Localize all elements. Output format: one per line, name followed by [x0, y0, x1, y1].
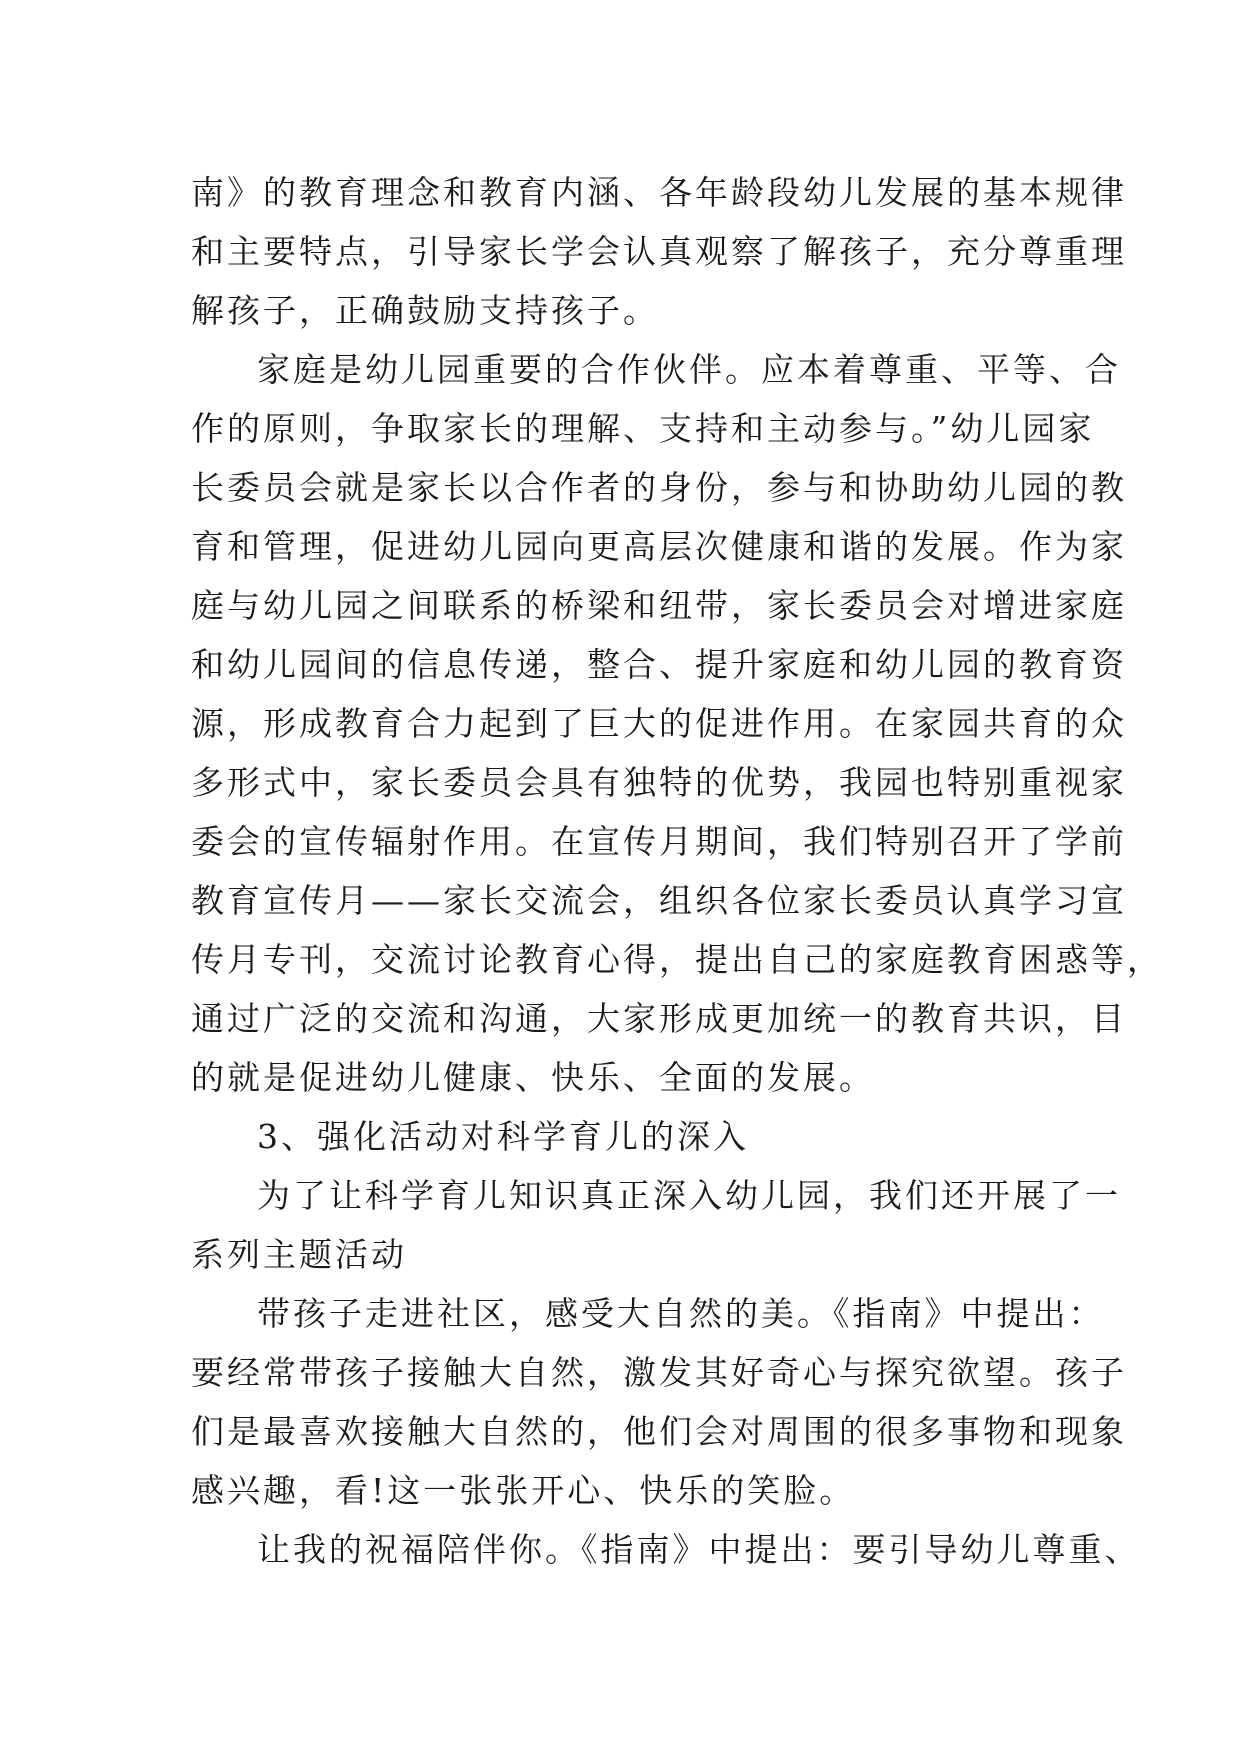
text-line: 南》的教育理念和教育内涵、各年龄段幼儿发展的基本规律 [191, 173, 1127, 212]
text-line: 教育宣传月——家长交流会，组织各位家长委员认真学习宣 [191, 881, 1127, 920]
text-line: 和幼儿园间的信息传递，整合、提升家庭和幼儿园的教育资 [191, 645, 1127, 684]
paragraph-blessing [191, 1520, 1141, 1579]
paragraph-guide-continuation [191, 163, 1127, 340]
text-line: 作的原则，争取家长的理解、支持和主动参与。”幼儿园家 [191, 409, 1095, 448]
text-line: 传月专刊，交流讨论教育心得，提出自己的家庭教育困惑等， [191, 940, 1163, 979]
body-text [191, 163, 1163, 1579]
heading-line: 3、强化活动对科学育儿的深入 [257, 1117, 749, 1156]
text-line: 们是最喜欢接触大自然的，他们会对周围的很多事物和现象 [191, 1412, 1127, 1451]
section-heading [191, 1107, 1071, 1166]
text-line: 带孩子走进社区，感受大自然的美。《指南》中提出： [257, 1294, 1105, 1333]
text-line: 让我的祝福陪伴你。《指南》中提出：要引导幼儿尊重、 [257, 1530, 1141, 1569]
text-line: 要经常带孩子接触大自然，激发其好奇心与探究欲望。孩子 [191, 1353, 1127, 1392]
paragraph-community-nature [191, 1284, 1127, 1520]
text-line: 源，形成教育合力起到了巨大的促进作用。在家园共育的众 [191, 704, 1127, 743]
text-line: 多形式中，家长委员会具有独特的优势，我园也特别重视家 [191, 763, 1127, 802]
text-line: 庭与幼儿园之间联系的桥梁和纽带，家长委员会对增进家庭 [191, 586, 1127, 625]
text-line: 通过广泛的交流和沟通，大家形成更加统一的教育共识，目 [191, 999, 1127, 1038]
text-line: 委会的宣传辐射作用。在宣传月期间，我们特别召开了学前 [191, 822, 1127, 861]
text-line: 系列主题活动 [191, 1235, 407, 1274]
text-line: 解孩子，正确鼓励支持孩子。 [191, 291, 659, 330]
text-line: 感兴趣，看!这一张张开心、快乐的笑脸。 [191, 1471, 856, 1510]
text-line: 为了让科学育儿知识真正深入幼儿园，我们还开展了一 [257, 1176, 1121, 1215]
text-line: 的就是促进幼儿健康、快乐、全面的发展。 [191, 1058, 875, 1097]
text-line: 育和管理，促进幼儿园向更高层次健康和谐的发展。作为家 [191, 527, 1127, 566]
paragraph-theme-activities [191, 1166, 1121, 1284]
paragraph-parent-committee [191, 340, 1163, 1107]
text-line: 和主要特点，引导家长学会认真观察了解孩子，充分尊重理 [191, 232, 1127, 271]
text-line: 家庭是幼儿园重要的合作伙伴。应本着尊重、平等、合 [257, 350, 1121, 389]
text-line: 长委员会就是家长以合作者的身份，参与和协助幼儿园的教 [191, 468, 1127, 507]
